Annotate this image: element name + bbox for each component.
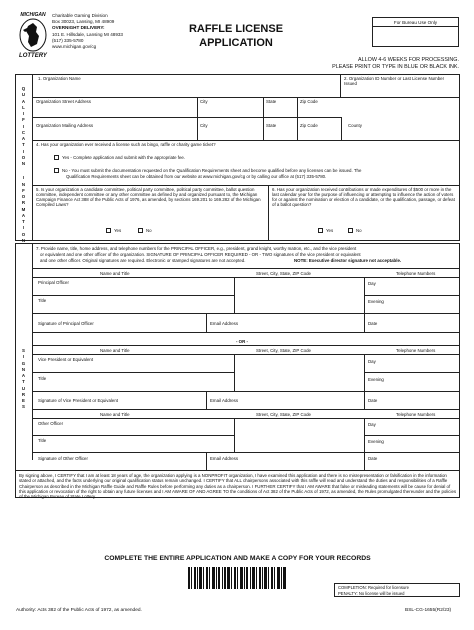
vice-signature-label: Signature of Vice President or Equivalent [38, 398, 118, 403]
q4-no-label-2: Qualification Requirements sheet can be obtained from our website at www.michigan.gov/cg or by calling our office at (517) 335-5780. [66, 174, 327, 179]
side-letter: I [22, 148, 25, 154]
principal-title-field[interactable] [36, 304, 232, 312]
q6-yes-label: Yes [326, 228, 334, 233]
agency-line: OVERNIGHT DELIVERY: [52, 25, 105, 31]
divider [32, 74, 33, 241]
principal-date-field[interactable] [380, 316, 458, 330]
side-letter: A [21, 98, 26, 104]
side-letter: E [22, 398, 25, 403]
other-officer-label: Other Officer [38, 421, 64, 426]
col-name-title: Name and Title [100, 271, 130, 276]
vice-day-phone[interactable] [366, 365, 458, 372]
agency-line: Charitable Gaming Division [52, 13, 108, 18]
col-address: Street, City, State, ZIP Code [256, 271, 311, 276]
divider [32, 185, 460, 186]
principal-officer-field[interactable] [36, 286, 232, 294]
divider [32, 435, 234, 436]
side-letter: U [21, 385, 26, 391]
side-letter: M [21, 206, 26, 212]
divider [206, 452, 207, 470]
col-name-title: Name and Title [100, 348, 130, 353]
divider [32, 277, 460, 278]
divider [32, 354, 460, 355]
other-email-label: Email Address [210, 456, 239, 461]
side-letter: N [21, 237, 26, 243]
side-letter: I [22, 175, 25, 181]
other-date-label: Date [368, 456, 378, 461]
mailing-city-label: City [200, 123, 208, 128]
mailing-zip-label: Zip Code [300, 123, 318, 128]
question-4: 4. Has your organization ever received a license such as bingo, raffle or charity game ticket? [36, 142, 216, 147]
divider [32, 391, 460, 392]
vice-president-field[interactable] [36, 363, 232, 371]
q6-no-label: No [356, 228, 362, 233]
title-line: RAFFLE LICENSE [188, 23, 284, 35]
form-number: BSL-CG-1655(R2/23) [405, 608, 452, 613]
vice-evening-phone[interactable] [366, 383, 458, 390]
divider [32, 313, 460, 314]
side-letter: R [21, 391, 26, 397]
vice-title-field[interactable] [36, 382, 232, 390]
divider [32, 117, 341, 118]
processing-line: ALLOW 4-6 WEEKS FOR PROCESSING. [358, 57, 459, 63]
q4-no-label-1: No - You must submit the documentation requested on the Qualification Requirements sheet and become qualified before any licenses can be issued. The [62, 168, 362, 173]
divider [364, 372, 460, 373]
divider [297, 117, 298, 140]
street-address-label: Organization Street Address [36, 99, 91, 104]
divider [364, 435, 460, 436]
vice-date-label: Date [368, 398, 378, 403]
form-title [178, 22, 294, 51]
divider [263, 97, 264, 117]
divider [32, 243, 33, 460]
q5-yes-label: Yes [114, 228, 122, 233]
divider [234, 418, 235, 452]
divider [206, 391, 207, 409]
vice-email-label: Email Address [210, 398, 239, 403]
barcode-icon [188, 567, 286, 589]
col-phone: Telephone Numbers [396, 412, 436, 417]
side-letter: N [21, 181, 26, 187]
divider [32, 345, 460, 346]
divider [197, 97, 198, 117]
side-letter: T [22, 142, 25, 148]
col-phone: Telephone Numbers [396, 348, 436, 353]
certification-text: By signing above, I CERTIFY that I am at least 18 years of age, the organization applying is a NONPROFIT organization, I have examined this application and there is no misrepresentation or falsification in the information stated or attached, and the facts underlying our original qualification status remain unchanged. I CERTIFY that ALL chairpersons associated with this raffle will read and understand the duties and responsibilities of a Raffle Chairperson as described in the Michigan Raffle Guide and Raffle Rules before performing any duties as a chairperson. I FURTHER CERTIFY that I AM AWARE that false or misleading statements will be cause for denial of this application or revocation of the right to obtain any future licenses and I AM AWARE OF AND AGREE TO the conditions of Act 382 of the Public Acts of 1972, as amended, the Rules promulgated thereunder and the policies of the Michigan Bureau of State Lottery. [19, 473, 457, 500]
street-city-label: City [200, 99, 208, 104]
principal-day-label: Day [368, 281, 376, 286]
divider [364, 277, 365, 332]
divider [263, 117, 264, 140]
question-5: 5. Is your organization a candidate committee, political party committee, political party committee, ballot question committee, independent committee or any other committee as defined by and organized pursuant to, the Michigan Campaign Finance Act 388 of the Public Acts of 1976, as amended, by sections 169.201 to 169.282 of the Michigan Compiled Laws? [36, 187, 261, 208]
bureau-use-box [372, 17, 459, 47]
bureau-use-label: For Bureau Use Only [393, 20, 438, 25]
divider [197, 117, 198, 140]
lottery-logo [16, 12, 50, 62]
vice-date-field[interactable] [380, 393, 458, 407]
other-email-field[interactable] [208, 462, 362, 468]
street-address-field[interactable] [34, 105, 194, 115]
divider [32, 418, 460, 419]
side-letter: R [21, 200, 26, 206]
divider [15, 470, 460, 471]
q4-no-checkbox[interactable] [54, 168, 59, 173]
divider [341, 117, 342, 140]
side-letter: O [21, 231, 26, 237]
divider [32, 332, 460, 333]
street-state-label: State [266, 99, 277, 104]
other-date-field[interactable] [380, 454, 458, 468]
side-letter: S [22, 348, 25, 353]
side-letter: A [21, 136, 26, 141]
principal-officer-label: Principal Officer [38, 280, 69, 285]
divider [268, 185, 269, 241]
side-letter: O [21, 194, 26, 199]
divider [32, 268, 460, 269]
title-line: APPLICATION [199, 37, 273, 50]
principal-title-label: Title [38, 298, 47, 303]
agency-address [52, 13, 123, 50]
divider [364, 354, 365, 409]
principal-evening-label: Evening [368, 299, 384, 304]
org-name-label: 1. Organization Name [38, 76, 81, 81]
logo-bottom-text: LOTTERY [19, 53, 47, 59]
other-title-label: Title [38, 438, 47, 443]
other-title-field[interactable] [36, 444, 232, 451]
other-address-field[interactable] [236, 420, 362, 450]
vice-day-label: Day [368, 359, 376, 364]
side-letter: I [22, 225, 25, 231]
county-label: County [348, 123, 362, 128]
side-letter: T [22, 219, 25, 224]
complete-instruction: COMPLETE THE ENTIRE APPLICATION AND MAKE A COPY FOR YOUR RECORDS [104, 555, 371, 562]
side-letter: S [22, 404, 25, 410]
principal-address-field[interactable] [236, 280, 362, 311]
principal-email-field[interactable] [208, 326, 362, 331]
mailing-address-field[interactable] [34, 129, 194, 138]
question-6: 6. Has your organization received contributions or made expenditures of $500 or more in the last calendar year for the purpose of influencing or attempting to influence the action of voters for or against the nomination or election of a candidate, or the qualification, passage, or defeat of a ballot question? [272, 187, 455, 208]
side-letter: F [22, 117, 25, 123]
question-7-line-3: and one other officer. Original signatures are required. Electronic or stamped signatures are not accepted. [40, 258, 246, 263]
mailing-state-field[interactable] [265, 129, 295, 138]
other-evening-phone[interactable] [366, 445, 458, 451]
logo-top-text: MICHIGAN [20, 12, 46, 18]
processing-line: PLEASE PRINT OR TYPE IN BLUE OR BLACK INK. [332, 64, 459, 71]
street-zip-label: Zip Code [300, 99, 318, 104]
side-letter: N [21, 161, 26, 166]
mailing-address-label: Organization Mailing Address [36, 123, 94, 128]
org-name-field[interactable] [36, 82, 338, 94]
question-7-note: NOTE: Executive director signature not acceptable. [294, 258, 402, 263]
street-city-field[interactable] [199, 105, 261, 115]
signatures-side-label [15, 348, 32, 411]
or-separator: - OR - [236, 339, 248, 344]
principal-evening-phone[interactable] [366, 305, 458, 312]
divider [206, 313, 207, 332]
divider [32, 295, 234, 296]
mailing-zip-field[interactable] [299, 129, 339, 138]
divider [364, 418, 365, 470]
other-evening-label: Evening [368, 439, 384, 444]
divider [364, 295, 460, 296]
q4-yes-checkbox[interactable] [54, 155, 59, 160]
side-letter: L [22, 104, 25, 110]
side-letter: A [21, 212, 26, 218]
other-day-phone[interactable] [366, 428, 458, 434]
side-letter: A [21, 373, 26, 378]
divider [32, 409, 460, 410]
side-letter: O [21, 154, 26, 160]
agency-line: (517) 335-5780 [52, 37, 84, 43]
other-day-label: Day [368, 422, 376, 427]
side-letter: I [22, 111, 25, 116]
other-signature-label-visible: Signature of Other Officer [38, 456, 88, 461]
q5-no-label: No [146, 228, 152, 233]
principal-day-phone[interactable] [366, 287, 458, 294]
principal-signature-label: Signature of Principal Officer [38, 321, 94, 326]
completion-line: COMPLETION: Required for licensure [338, 585, 409, 590]
other-officer-field[interactable] [36, 427, 232, 434]
side-letter: Q [21, 86, 26, 91]
other-signature-field[interactable] [36, 462, 204, 468]
question-7-line-1: 7. Provide name, title, home address, and telephone numbers for the PRINCIPAL OFFICER, e.g., president, grand knight, worthy matron, etc., and the vice president [36, 246, 357, 251]
vice-email-field[interactable] [208, 403, 362, 408]
col-address: Street, City, State, ZIP Code [256, 412, 311, 417]
side-letter: F [22, 187, 25, 193]
divider [32, 140, 460, 141]
agency-line: 101 E. Hillsdale, Lansing MI 48933 [52, 31, 123, 37]
vice-president-label: Vice President or Equivalent [38, 357, 94, 362]
q5-no-checkbox[interactable] [138, 228, 143, 233]
penalty-line: PENALTY: No license will be issued [338, 591, 405, 596]
vice-address-field[interactable] [236, 357, 362, 389]
divider [340, 74, 341, 97]
mailing-city-field[interactable] [199, 129, 261, 138]
agency-line: Box 30023, Lansing, MI 48909 [52, 19, 115, 25]
col-name-title: Name and Title [100, 412, 130, 417]
vice-title-label: Title [38, 376, 47, 381]
divider [297, 97, 298, 117]
completion-box [334, 583, 460, 597]
side-letter: G [21, 360, 26, 366]
processing-note [298, 57, 459, 71]
divider [234, 354, 235, 391]
divider [234, 277, 235, 313]
side-letter: N [21, 366, 26, 372]
col-address: Street, City, State, ZIP Code [256, 348, 311, 353]
side-letter: C [21, 129, 26, 135]
question-7-line-2: or equivalent and one other officer of the organization. SIGNATURE OF PRINCIPAL OFFICER REQUIRED - OR - TWO signatures of the vice president or equivalent [40, 252, 361, 257]
q6-no-checkbox[interactable] [348, 228, 353, 233]
col-phone: Telephone Numbers [396, 271, 436, 276]
divider [32, 452, 460, 453]
vice-evening-label: Evening [368, 377, 384, 382]
divider [32, 97, 460, 98]
principal-email-label: Email Address [210, 321, 239, 326]
qualification-side-label [15, 86, 32, 244]
mailing-state-label: State [266, 123, 277, 128]
q4-yes-label: Yes - Complete application and submit with the appropriate fee. [62, 155, 186, 160]
principal-date-label: Date [368, 321, 378, 326]
divider [32, 372, 234, 373]
q5-yes-checkbox[interactable] [106, 228, 111, 233]
county-field[interactable] [344, 129, 458, 138]
side-letter: T [22, 379, 25, 385]
org-id-label: 2. Organization ID Number or Last License Number Issued [344, 76, 445, 87]
principal-signature-field[interactable] [36, 326, 204, 331]
divider [373, 26, 458, 27]
side-letter: U [21, 92, 26, 98]
authority-text: Authority: Acts 382 of the Public Acts of 1972, as amended. [16, 608, 142, 613]
side-letter: I [22, 123, 25, 129]
street-zip-field[interactable] [299, 105, 339, 115]
michigan-shape-icon [19, 18, 47, 52]
agency-line: www.michigan.gov/cg [52, 43, 97, 49]
q6-yes-checkbox[interactable] [318, 228, 323, 233]
vice-signature-field[interactable] [36, 403, 204, 408]
side-letter: I [22, 354, 25, 360]
org-id-field[interactable] [342, 88, 458, 96]
street-state-field[interactable] [265, 105, 295, 115]
